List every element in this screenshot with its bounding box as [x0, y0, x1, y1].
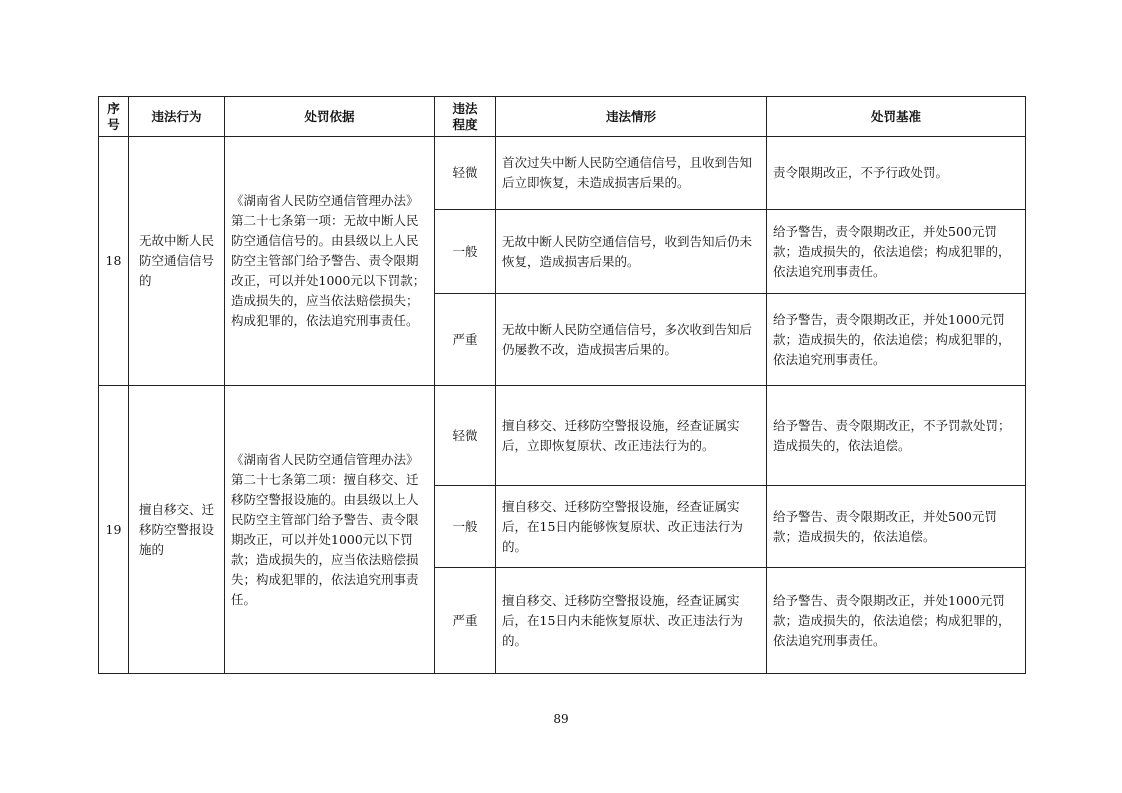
penalty-basis-cell: 《湖南省人民防空通信管理办法》第二十七条第一项：无故中断人民防空通信信号的。由县级以上人民防空主管部门给予警告、责令限期改正，可以并处1000元以下罚款；造成损失的，应当依法赔偿损失；构成犯罪的，依法追究刑事责任。 — [225, 137, 435, 386]
violation-level-cell: 一般 — [435, 486, 496, 568]
violation-level-cell: 轻微 — [435, 137, 496, 210]
violation-situation-cell: 无故中断人民防空通信信号，收到告知后仍未恢复，造成损害后果的。 — [496, 210, 767, 294]
violation-situation-cell: 擅自移交、迁移防空警报设施，经查证属实后，在15日内未能恢复原状、改正违法行为的。 — [496, 568, 767, 674]
violation-behavior-cell: 擅自移交、迁移防空警报设施的 — [129, 386, 225, 674]
header-violation-situation: 违法情形 — [496, 97, 767, 137]
header-serial-number: 序 号 — [99, 97, 129, 137]
penalty-standard-cell: 给予警告，责令限期改正，并处1000元罚款；造成损失的，依法追偿；构成犯罪的，依法追究刑事责任。 — [767, 294, 1026, 386]
header-penalty-basis: 处罚依据 — [225, 97, 435, 137]
violation-level-cell: 轻微 — [435, 386, 496, 486]
table-row — [99, 137, 1026, 210]
table-row — [99, 386, 1026, 486]
violation-situation-cell: 首次过失中断人民防空通信信号，且收到告知后立即恢复，未造成损害后果的。 — [496, 137, 767, 210]
violation-situation-cell: 擅自移交、迁移防空警报设施，经查证属实后，立即恢复原状、改正违法行为的。 — [496, 386, 767, 486]
header-violation-behavior: 违法行为 — [129, 97, 225, 137]
violation-level-cell: 一般 — [435, 210, 496, 294]
header-violation-level: 违法 程度 — [435, 97, 496, 137]
violation-situation-cell: 擅自移交、迁移防空警报设施，经查证属实后，在15日内能够恢复原状、改正违法行为的。 — [496, 486, 767, 568]
penalty-standard-cell: 给予警告、责令限期改正，不予罚款处罚；造成损失的，依法追偿。 — [767, 386, 1026, 486]
penalty-standard-cell: 给予警告，责令限期改正，并处500元罚款；造成损失的，依法追偿；构成犯罪的，依法追究刑事责任。 — [767, 210, 1026, 294]
violation-level-cell: 严重 — [435, 568, 496, 674]
serial-number-cell: 19 — [99, 386, 129, 674]
page-number: 89 — [553, 712, 569, 726]
table-header-row — [99, 97, 1026, 137]
penalty-standard-cell: 给予警告、责令限期改正，并处500元罚款；造成损失的，依法追偿。 — [767, 486, 1026, 568]
header-penalty-standard: 处罚基准 — [767, 97, 1026, 137]
penalty-basis-cell: 《湖南省人民防空通信管理办法》第二十七条第二项：擅自移交、迁移防空警报设施的。由县级以上人民防空主管部门给予警告、责令限期改正，可以并处1000元以下罚款；造成损失的，应当依法赔偿损失；构成犯罪的，依法追究刑事责任。 — [225, 386, 435, 674]
violation-behavior-cell: 无故中断人民防空通信信号的 — [129, 137, 225, 386]
serial-number-cell: 18 — [99, 137, 129, 386]
penalty-standard-cell: 给予警告、责令限期改正，并处1000元罚款；造成损失的，依法追偿；构成犯罪的，依法追究刑事责任。 — [767, 568, 1026, 674]
violation-level-cell: 严重 — [435, 294, 496, 386]
violation-situation-cell: 无故中断人民防空通信信号，多次收到告知后仍屡教不改，造成损害后果的。 — [496, 294, 767, 386]
penalty-standard-cell: 责令限期改正，不予行政处罚。 — [767, 137, 1026, 210]
penalty-standards-table — [98, 96, 1026, 674]
